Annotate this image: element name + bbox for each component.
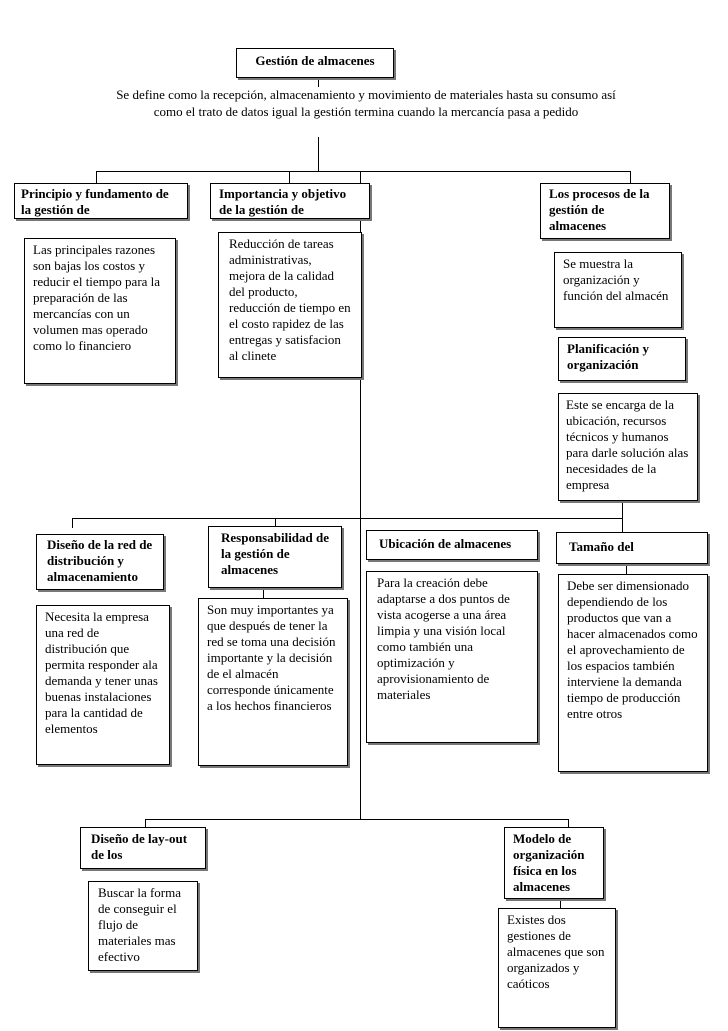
importance-text: Reducción de tareas administrativas, mejora de la calidad del producto, reducción de tiempo en el costo rapidez de las entregas y satisfacion al clinete <box>218 232 362 378</box>
connector-line <box>145 819 568 820</box>
network-design-heading: Diseño de la red de distribución y almacenamiento <box>36 534 164 590</box>
network-design-text: Necesita la empresa una red de distribución que permita responder ala demanda y tener unas buenas instalaciones para la cantidad de elementos <box>36 605 170 765</box>
responsibility-text: Son muy importantes ya que después de tener la red se toma una decisión importante y la decisión de el almacén corresponde únicamente a los hechos financieros <box>198 598 348 766</box>
definition-text: Se define como la recepción, almacenamiento y movimiento de materiales hasta su consumo así como el trato de datos igual la gestión termina cuando la mercancía pasa a pedido <box>116 87 616 119</box>
responsibility-heading: Responsabilidad de la gestión de almacenes <box>208 526 342 588</box>
connector-line <box>318 137 319 171</box>
size-text: Debe ser dimensionado dependiendo de los productos que van a hacer almacenados como el aprovechamiento de los espacios también interviene la demanda tiempo de producción entre otros <box>558 574 708 772</box>
planning-heading: Planificación y organización <box>558 337 686 381</box>
processes-text: Se muestra la organización y función del almacén <box>554 252 682 328</box>
layout-design-heading: Diseño de lay-out de los <box>80 827 206 869</box>
connector-line <box>289 171 290 183</box>
layout-design-text: Buscar la forma de conseguir el flujo de materiales mas efectivo <box>88 881 198 971</box>
physical-model-heading: Modelo de organización física en los almacenes <box>504 827 604 899</box>
connector-line <box>626 564 627 574</box>
processes-heading: Los procesos de la gestión de almacenes <box>540 183 670 239</box>
location-text: Para la creación debe adaptarse a dos puntos de vista acogerse a una área limpia y una visión local como también una optimización y aprovisionamiento de materiales <box>366 571 538 743</box>
connector-line <box>263 588 264 598</box>
connector-line <box>72 518 73 528</box>
diagram-title: Gestión de almacenes <box>236 48 394 78</box>
connector-line <box>96 171 630 172</box>
size-heading: Tamaño del <box>556 532 708 564</box>
connector-line <box>560 898 561 908</box>
principle-text: Las principales razones son bajas los costos y reducir el tiempo para la preparación de las mercancías con un volumen mas operado como lo financiero <box>24 238 176 384</box>
connector-line <box>96 171 97 183</box>
connector-line <box>622 518 623 532</box>
physical-model-text: Existes dos gestiones de almacenes que son organizados y caóticos <box>498 908 616 1028</box>
connector-line <box>72 518 622 519</box>
planning-text: Este se encarga de la ubicación, recursos técnicos y humanos para darle solución alas necesidades de la empresa <box>558 393 698 501</box>
connector-line <box>622 500 623 518</box>
location-heading: Ubicación de almacenes <box>366 530 538 560</box>
importance-heading: Importancia y objetivo de la gestión de <box>210 183 370 219</box>
principle-heading: Principio y fundamento de la gestión de <box>14 183 188 219</box>
connector-line <box>630 171 631 183</box>
